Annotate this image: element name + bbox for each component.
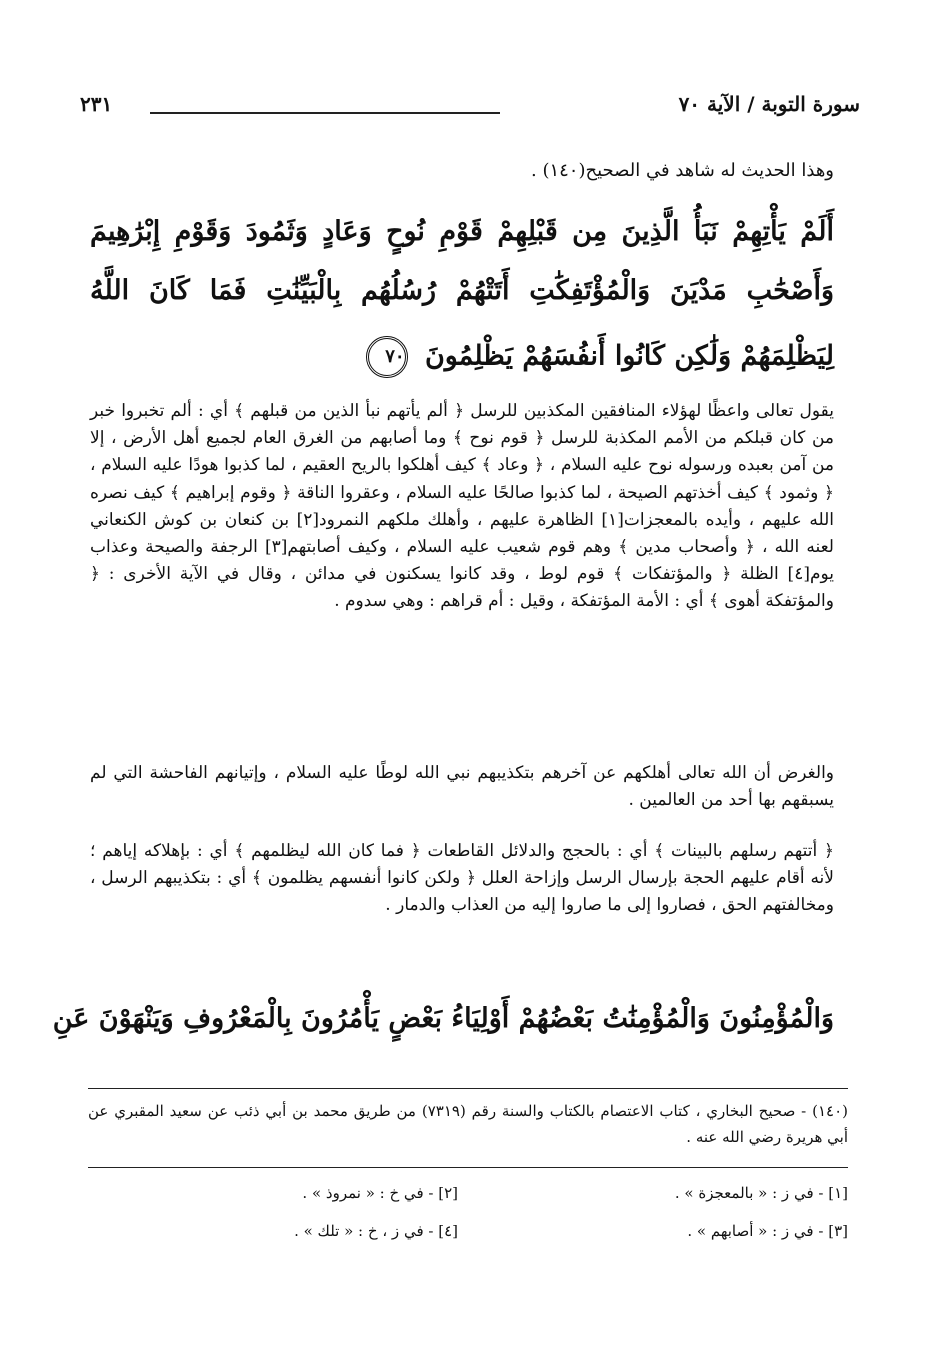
commentary-paragraph-3: ﴿ أتتهم رسلهم بالبينات ﴾ أي : بالحجج والدلائل القاطعات ﴿ فما كان الله ليظلمهم ﴾ أي : بإهلاكه إياهم ؛ لأنه أقام عليهم الحجة بإرسال الرسل وإزاحة العلل ﴿ ولكن كانوا أنفسهم يظلمون ﴾ أي : بتكذيبهم الرسل ، ومخالفتهم الحق ، فصاروا إلى ما صاروا إليه من العذاب والدمار . xyxy=(90,841,834,916)
variant-note-2: [٢] - في خ : « نمروذ » . xyxy=(302,1184,458,1202)
verse-line-1: أَلَمْ يَأْتِهِمْ نَبَأُ الَّذِينَ مِن قَبْلِهِمْ قَوْمِ نُوحٍ وَعَادٍ وَثَمُودَ وَقَوْمِ إِبْرَٰهِيمَ xyxy=(90,216,834,247)
surah-title: سورة التوبة / الآية ٧٠ xyxy=(678,92,860,116)
page-number: ٢٣١ xyxy=(80,92,113,116)
variant-note-4: [٤] - في ز ، خ : « تلك » . xyxy=(294,1222,458,1240)
variant-note-3: [٣] - في ز : « أصابهم » . xyxy=(687,1222,848,1240)
verse-line-2: وَأَصْحَٰبِ مَدْيَنَ وَالْمُؤْتَفِكَٰتِ أَتَتْهُمْ رُسُلُهُم بِالْبَيِّنَٰتِ فَمَا كَانَ اللَّهُ xyxy=(90,275,834,306)
commentary-paragraph-2: والغرض أن الله تعالى أهلكهم عن آخرهم بتكذيبهم نبي الله لوطًا عليه السلام ، وإتيانهم الفاحشة التي لم يسبقهم بها أحد من العالمين . xyxy=(90,763,835,811)
commentary-paragraph-1: يقول تعالى واعظًا لهؤلاء المنافقين المكذبين للرسل ﴿ ألم يأتهم نبأ الذين من قبلهم ﴾ أي : ألم تخبروا خبر من كان قبلكم من الأمم المكذبة للرسل ﴿ قوم نوح ﴾ وما أصابهم من الغرق العام لجميع أهل الأرض ، إلا من آمن بعبده ورسوله نوح عليه السلام ، ﴿ وعاد ﴾ كيف أهلكوا بالريح العقيم ، لما كذبوا هودًا عليه السلام ، ﴿ وثمود ﴾ كيف أخذتهم الصيحة ، لما كذبوا صالحًا عليه السلام ، وعقروا الناقة ﴿ وقوم إبراهيم ﴾ كيف نصره الله عليهم ، وأيده بالمعجزات[١] الظاهرة عليهم ، وأهلك ملكهم النمرود[٢] بن كنعان بن كوش الكنعاني لعنه الله ، ﴿ وأصحاب مدين ﴾ وهم قوم شعيب عليه السلام ، وكيف أصابتهم[٣] الرجفة والصيحة وعذاب يوم[٤] الظلة ﴿ والمؤتفكات ﴾ قوم لوط ، وقد كانوا يسكنون في مدائن ، وقال في الآية الأخرى : ﴿ والمؤتفكة أهوى ﴾ أي : الأمة المؤتفكة ، وقيل : أم قراهم : وهي سدوم . xyxy=(90,401,834,612)
page-header xyxy=(80,92,860,122)
footnote-separator xyxy=(88,1088,848,1089)
verse-line-3 xyxy=(90,336,834,378)
verse-line-3-text: لِيَظْلِمَهُمْ وَلَٰكِن كَانُوا أَنفُسَهُمْ يَظْلِمُونَ xyxy=(424,340,834,372)
variant-note-1: [١] - في ز : « بالمعجزة » . xyxy=(674,1184,848,1202)
ayah-number-marker: ٧٠ xyxy=(366,336,408,378)
footnote-separator-2 xyxy=(88,1167,848,1168)
intro-line: وهذا الحديث له شاهد في الصحيح(١٤٠) . xyxy=(531,160,834,181)
header-rule xyxy=(150,112,500,114)
footnote-140: (١٤٠) - صحيح البخاري ، كتاب الاعتصام بالكتاب والسنة رقم (٧٣١٩) من طريق محمد بن أبي ذئب عن سعيد المقبري عن أبي هريرة رضي الله عنه . xyxy=(88,1102,848,1146)
verse-71-line-1: وَالْمُؤْمِنُونَ وَالْمُؤْمِنَٰتُ بَعْضُهُمْ أَوْلِيَاءُ بَعْضٍ يَأْمُرُونَ بِالْمَعْرُوفِ وَيَنْهَوْنَ عَنِ xyxy=(52,1003,834,1034)
